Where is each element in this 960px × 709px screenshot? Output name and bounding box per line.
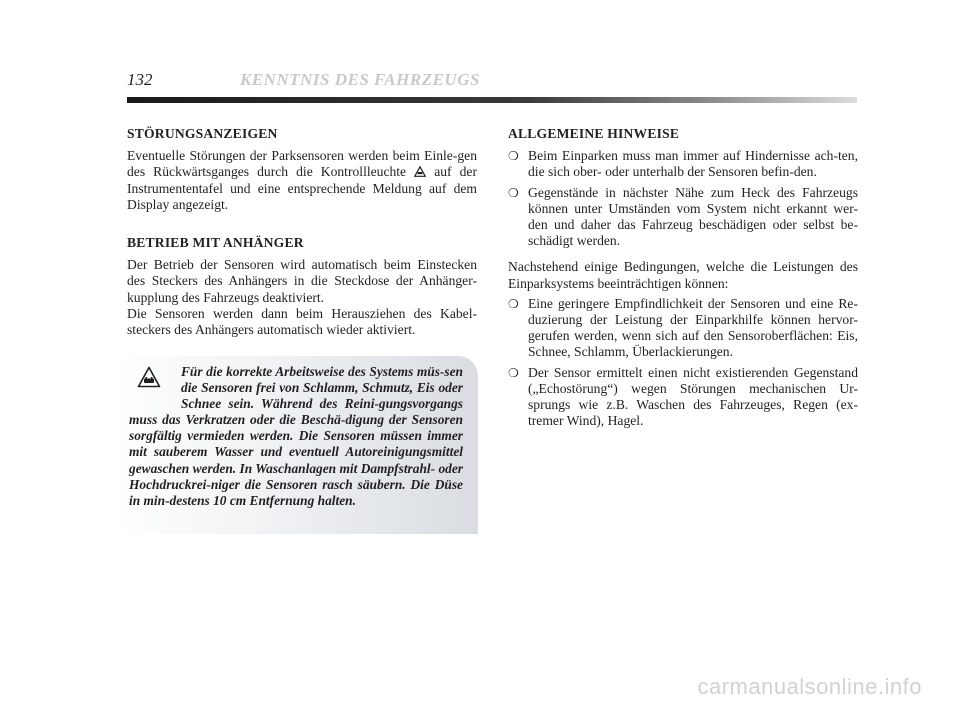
- stoerungsanzeigen-text: [127, 148, 477, 213]
- stoerungsanzeigen-text-part2: auf der Instrumententafel und eine entsprechende Meldung auf dem Display angezeigt.: [127, 164, 477, 212]
- stoerungsanzeigen-text-part1: Eventuelle Störungen der Parksensoren werden beim Einle-gen des Rückwärtsganges durch die Kontrollleuchte: [127, 148, 477, 180]
- page-number: 132: [127, 70, 153, 89]
- list-item-text: Der Sensor ermittelt einen nicht existierenden Gegenstand („Echostörung“) wegen Störungen mechanischen Ur-sprungs wie z.B. Waschen des Fahrzeuges, Regen (ex-tremer Wind), Hagel.: [528, 364, 858, 429]
- bullet-icon: ❍: [508, 149, 519, 164]
- watermark: carmanualsonline.info: [697, 674, 922, 699]
- list-item-text: Beim Einparken muss man immer auf Hindernisse ach-ten, die sich ober- oder unterhalb der Sensoren befin-den.: [528, 148, 858, 180]
- left-column: [127, 126, 477, 350]
- header-rule: [127, 97, 857, 103]
- anhaenger-text-2: Die Sensoren werden dann beim Herausziehen des Kabel-steckers des Anhängers automatisch wieder aktiviert.: [127, 305, 477, 338]
- list-item: [508, 296, 858, 361]
- section-heading-anhaenger: BETRIEB MIT ANHÄNGER: [127, 235, 304, 251]
- warning-box: [113, 356, 478, 534]
- list-item-text: Gegenstände in nächster Nähe zum Heck des Fahrzeugs können unter Umständen vom System nicht erkannt wer-den und daher das Fahrzeug beschädigen oder selbst be-schädigt werden.: [528, 184, 858, 249]
- section-heading-stoerungsanzeigen: STÖRUNGSANZEIGEN: [127, 126, 278, 141]
- section-heading-hinweise: ALLGEMEINE HINWEISE: [508, 126, 680, 141]
- right-column: [508, 126, 858, 439]
- warning-lamp-icon: [414, 166, 426, 177]
- bullet-icon: ❍: [508, 185, 519, 200]
- hinweise-intro: Nachstehend einige Bedingungen, welche die Leistungen des Einparksystems beeinträchtigen können:: [508, 259, 858, 291]
- list-item: [508, 185, 858, 250]
- bullet-icon: ❍: [508, 296, 519, 311]
- hinweise-list-2: [508, 296, 858, 430]
- list-item: [508, 365, 858, 430]
- warning-text: [129, 364, 463, 509]
- running-title: KENNTNIS DES FAHRZEUGS: [240, 70, 480, 89]
- warning-text-content: Für die korrekte Arbeitsweise des Systems müs-sen die Sensoren frei von Schlamm, Schmutz, Eis oder Schnee sein. Während des Reini-gungsvorgangs muss das Verkratzen oder die Beschä-digung der Sensoren sorgfältig vermieden werden. Die Sensoren müssen immer mit sauberem Wasser und eventuell Autoreinigungsmittel gewaschen werden. In Waschanlagen mit Dampfstrahl- oder Hochdruckrei-niger die Sensoren rasch säubern. Die Düse in min-destens 10 cm Entfernung halten.: [129, 364, 463, 508]
- anhaenger-text-1: Der Betrieb der Sensoren wird automatisch beim Einstecken des Steckers des Anhängers in die Steckdose der Anhänger-kupplung des Fahrzeugs deaktiviert.: [127, 257, 477, 305]
- list-item-text: Eine geringere Empfindlichkeit der Sensoren und eine Re-duzierung der Leistung der Einparkhilfe können hervor-gerufen werden, wenn sich auf den Sensoroberflächen: Eis, Schnee, Schlamm, Überlackierungen.: [528, 295, 858, 360]
- bullet-icon: ❍: [508, 365, 519, 380]
- list-item: [508, 148, 858, 180]
- hinweise-list-1: [508, 148, 858, 249]
